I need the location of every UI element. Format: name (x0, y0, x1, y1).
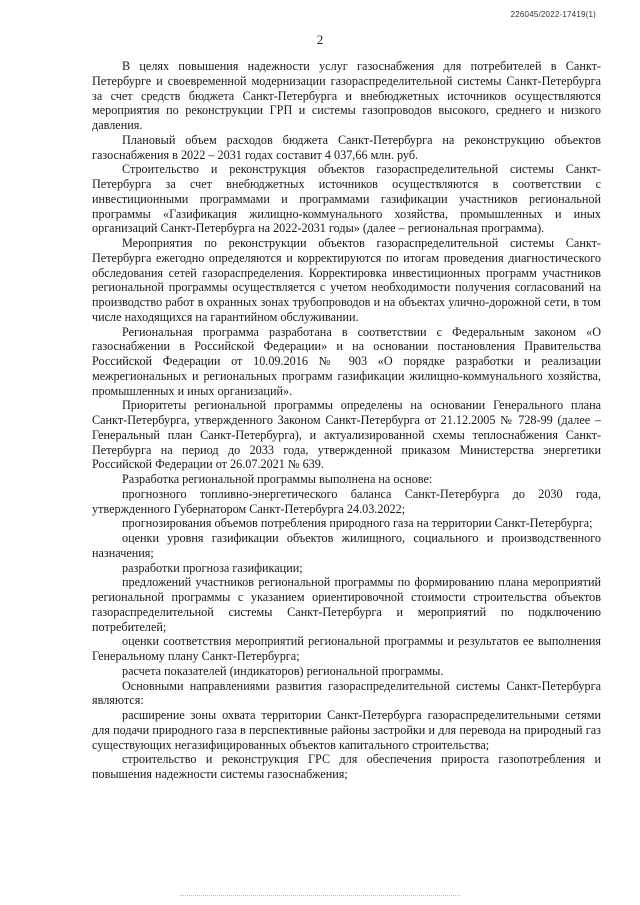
list-item-gasification-forecast: разработки прогноза газификации; (122, 560, 303, 575)
paragraph-7: Разработка региональной программы выполнена на основе: (122, 472, 433, 486)
paragraph-directions: Основными направлениями развития газораспределительной системы Санкт-Петербурга являются: (92, 678, 601, 708)
paragraph-6: Приоритеты региональной программы определены на основании Генерального плана Санкт-Петербурга, утвержденного Законом Санкт-Петербурга от 21.12.2005 № 728-99 (далее – Генеральный план Санкт-Петербурга), и актуализированной схемы теплоснабжения Санкт-Петербурга на период до 2033 года, утвержденной приказом Министерства энергетики Российской Федерации от 26.07.2021 № 639. (92, 398, 601, 472)
scan-artifact (180, 895, 460, 899)
list-item-balance: прогнозного топливно-энергетического баланса Санкт-Петербурга до 2030 года, утвержденного Губернатором Санкт-Петербурга 24.03.2022; (92, 486, 601, 516)
paragraph-4: Мероприятия по реконструкции объектов газораспределительной системы Санкт-Петербурга ежегодно определяются и корректируются по итогам проведения диагностического обследования сетей газораспределения. Корректировка инвестиционных программ участников региональной программы осуществляется с учетом необходимости получения согласований на производство работ в охранных зонах трубопроводов и на объектах улично-дорожной сети, в том числе находящихся на гарантийном обслуживании. (92, 236, 601, 324)
list-item-grs-construction: строительство и реконструкция ГРС для обеспечения прироста газопотребления и повышения надежности системы газоснабжения; (92, 752, 601, 781)
page-number: 2 (316, 32, 324, 47)
list-item-gasification-level: оценки уровня газификации объектов жилищного, социального и производственного назначения; (92, 531, 601, 560)
paragraph-1: В целях повышения надежности услуг газоснабжения для потребителей в Санкт-Петербурге и своевременной модернизации газораспределительной системы Санкт-Петербурга за счет средств бюджета Санкт-Петербурга и внебюджетных источников осуществляются мероприятия по реконструкции ГРП и системы газопроводов высокого, среднего и низкого давления. (92, 59, 601, 132)
paragraph-5: Региональная программа разработана в соответствии с Федеральным законом «О газоснабжении в Российской Федерации» и на основании постановления Правительства Российской Федерации от 10.09.2016 № 903 «О порядке разработки и реализации межрегиональных и региональных программ газификации жилищно-коммунального хозяйства, промышленных и иных организаций». (92, 324, 601, 398)
list-item-forecast-consumption: прогнозирования объемов потребления природного газа на территории Санкт-Петербурга; (122, 516, 593, 531)
list-item-indicators: расчета показателей (индикаторов) региональной программы. (122, 663, 444, 678)
list-item-compliance-assessment: оценки соответствия мероприятий региональной программы и результатов ее выполнения Генеральному плану Санкт-Петербурга; (92, 634, 601, 663)
list-item-network-expansion: расширение зоны охвата территории Санкт-Петербурга газораспределительными сетями для подачи природного газа в перспективные районы застройки и для перевода на природный газ существующих негазифицированных объектов капитального строительства; (92, 708, 601, 752)
document-body (92, 59, 601, 782)
list-item-participant-proposals: предложений участников региональной программы по формированию плана мероприятий региональной программы с указанием ориентировочной стоимости строительства объектов газораспределительной системы Санкт-Петербурга и мероприятий по подключению потребителей; (92, 575, 601, 634)
paragraph-3: Строительство и реконструкция объектов газораспределительной системы Санкт-Петербурга за счет внебюджетных источников осуществляются в соответствии с инвестиционными программами и программами газификации участников региональной программы «Газификация жилищно-коммунального хозяйства, промышленных и иных организаций Санкт-Петербурга на 2022-2031 годы» (далее – региональная программа). (92, 162, 601, 236)
document-registration-number: 226045/2022-17419(1) (510, 10, 596, 19)
paragraph-2: Плановый объем расходов бюджета Санкт-Петербурга на реконструкцию объектов газоснабжения в 2022 – 2031 годах составит 4 037,66 млн. руб. (92, 132, 601, 162)
